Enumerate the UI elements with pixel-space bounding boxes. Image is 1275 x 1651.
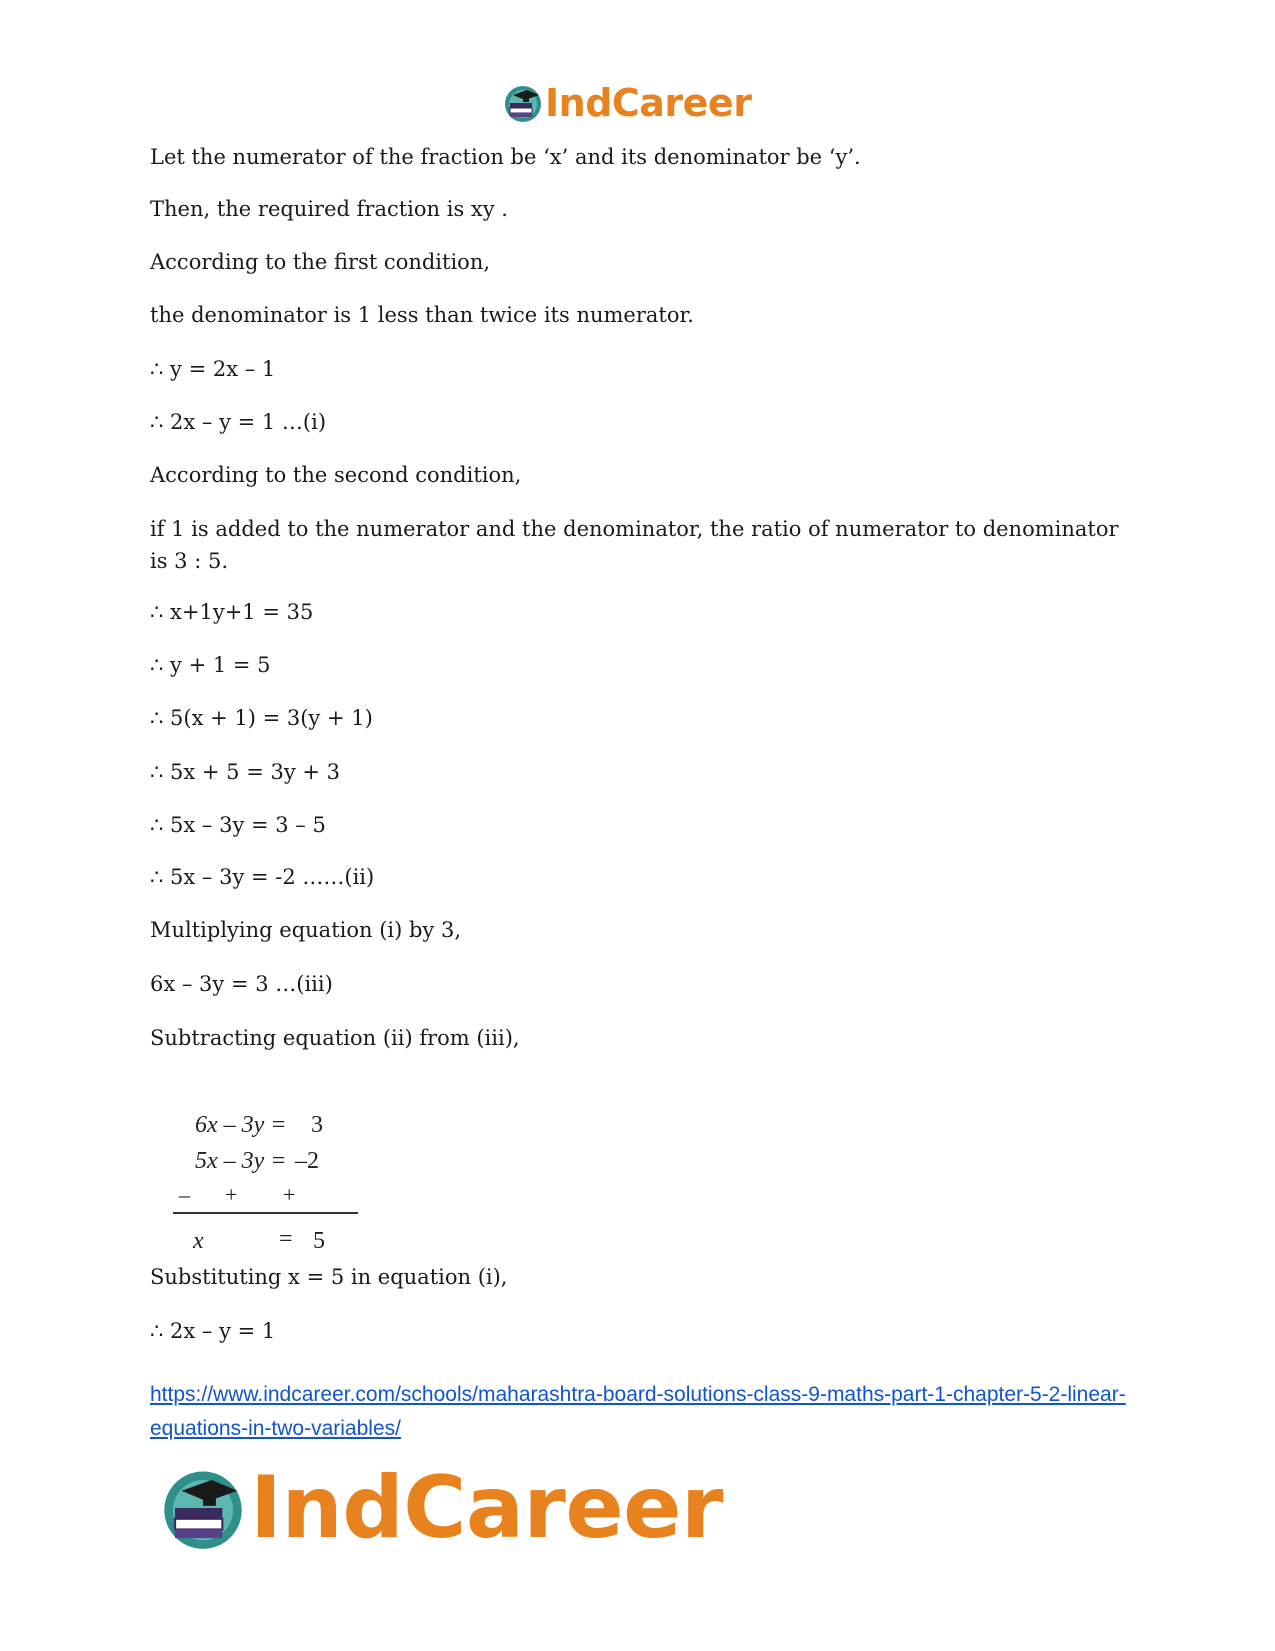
text-line: Then, the required fraction is xy . [150, 197, 508, 221]
subtraction-figure [173, 1112, 363, 1262]
text-line: the denominator is 1 less than twice its numerator. [150, 303, 694, 327]
text-line: Multiplying equation (i) by 3, [150, 918, 461, 942]
figure-row2-lhs: 5x – 3y = [195, 1148, 287, 1174]
equation-line: ∴ 5x + 5 = 3y + 3 [150, 760, 341, 784]
brand-name: IndCareer [250, 1458, 723, 1558]
figure-row2-rhs: –2 [295, 1148, 319, 1174]
text-line: According to the first condition, [150, 250, 491, 274]
text-line: According to the second condition, [150, 463, 522, 487]
figure-result-rhs: 5 [313, 1228, 325, 1254]
equation-line: ∴ 2x – y = 1 [150, 1319, 276, 1343]
equation-line: 6x – 3y = 3 …(iii) [150, 972, 333, 996]
brand-name: IndCareer [545, 81, 752, 125]
equation-line: ∴ y = 2x – 1 [150, 357, 276, 381]
text-line: Subtracting equation (ii) from (iii), [150, 1026, 520, 1050]
equation-line: ∴ 5(x + 1) = 3(y + 1) [150, 706, 373, 730]
figure-rule [173, 1212, 358, 1214]
equation-line: ∴ 2x – y = 1 …(i) [150, 410, 327, 434]
text-line: Let the numerator of the fraction be ‘x’ and its denominator be ‘y’. [150, 145, 861, 169]
header-logo [503, 78, 773, 128]
figure-sign: – [179, 1182, 190, 1207]
footer-logo [160, 1458, 723, 1558]
graduation-book-logo-icon [503, 83, 543, 123]
figure-row1-lhs: 6x – 3y = [195, 1112, 287, 1138]
source-link[interactable]: https://www.indcareer.com/schools/maharashtra-board-solutions-class-9-maths-part-1-chapter-5-2-linear-equations-in-two-variables/ [150, 1383, 1126, 1440]
figure-sign: + [283, 1182, 296, 1207]
equation-line: ∴ x+1y+1 = 35 [150, 600, 314, 624]
figure-result-lhs: x [193, 1228, 204, 1254]
equation-line: ∴ 5x – 3y = -2 ……(ii) [150, 865, 375, 889]
figure-row1-rhs: 3 [311, 1112, 323, 1138]
figure-sign: + [225, 1182, 238, 1207]
text-line: if 1 is added to the numerator and the denominator, the ratio of numerator to denominator is 3 : 5. [150, 517, 1119, 573]
figure-result-eq: = [279, 1226, 293, 1252]
equation-line: ∴ y + 1 = 5 [150, 653, 271, 677]
graduation-book-logo-icon [160, 1465, 246, 1551]
text-line: Substituting x = 5 in equation (i), [150, 1265, 508, 1289]
equation-line: ∴ 5x – 3y = 3 – 5 [150, 813, 326, 837]
